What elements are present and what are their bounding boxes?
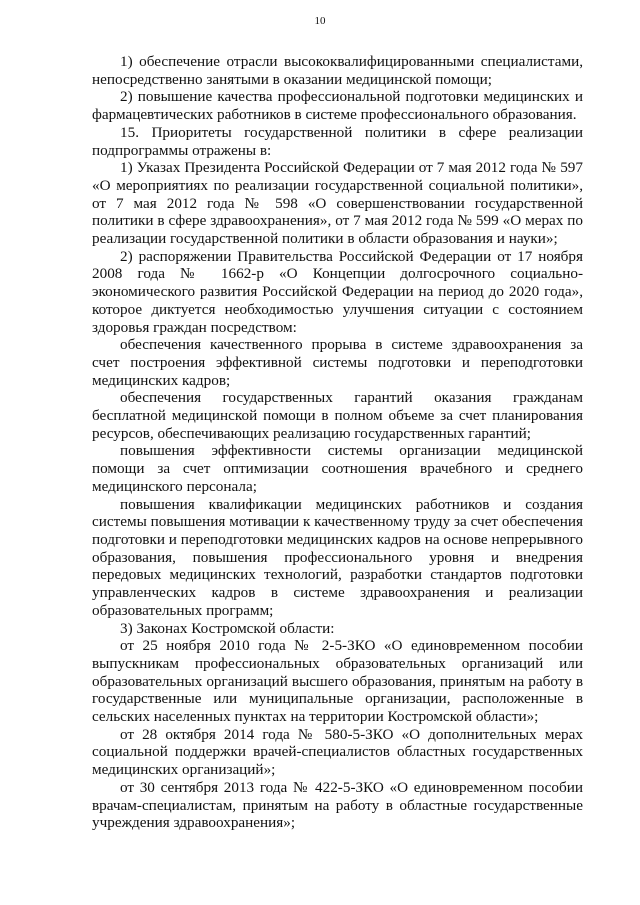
paragraph: 2) распоряжении Правительства Российской Федерации от 17 ноября 2008 года № 1662-р «О Концепции долгосрочного социально-экономического развития Российской Федерации на период до 2020 года», которое диктуется необходимостью улучшения ситуации с состоянием здоровья граждан посредством: — [92, 247, 583, 336]
paragraph: 15. Приоритеты государственной политики в сфере реализации подпрограммы отражены в: — [92, 123, 583, 159]
paragraph: обеспечения государственных гарантий оказания гражданам бесплатной медицинской помощи в полном объеме за счет планирования ресурсов, обеспечивающих реализацию государственных гарантий; — [92, 389, 583, 442]
paragraph: повышения квалификации медицинских работников и создания системы повышения мотивации к качественному труду за счет обеспечения подготовки и переподготовки медицинских кадров на основе непрерывного образования, повышения профессионального уровня и внедрения передовых медицинских технологий, разработки стандартов подготовки управленческих кадров в системе здравоохранения и реализации образовательных программ; — [92, 495, 583, 619]
paragraph: 1) обеспечение отрасли высококвалифицированными специалистами, непосредственно занятыми в оказании медицинской помощи; — [92, 53, 583, 88]
paragraph: от 28 октября 2014 года № 580-5-ЗКО «О дополнительных мерах социальной поддержки врачей-специалистов областных государственных медицинских организаций»; — [92, 725, 583, 779]
paragraph: 2) повышение качества профессиональной подготовки медицинских и фармацевтических работников в системе профессионального образования. — [92, 88, 583, 124]
paragraph: от 25 ноября 2010 года № 2-5-ЗКО «О единовременном пособии выпускникам профессиональных образовательных организаций или образовательных организаций высшего образования, принятым на работу в государственные или муниципальные организации, расположенные в сельских населенных пунктах на территории Костромской области»; — [92, 637, 583, 726]
document-body — [92, 53, 583, 832]
paragraph: обеспечения качественного прорыва в системе здравоохранения за счет построения эффективной системы подготовки и переподготовки медицинских кадров; — [92, 336, 583, 389]
paragraph: 1) Указах Президента Российской Федерации от 7 мая 2012 года № 597 «О мероприятиях по реализации государственной социальной политики», от 7 мая 2012 года № 598 «О совершенствовании государственной политики в сфере здравоохранения», от 7 мая 2012 года № 599 «О мерах по реализации государственной политики в области образования и науки»; — [92, 159, 583, 248]
paragraph: повышения эффективности системы организации медицинской помощи за счет оптимизации соотношения врачебного и среднего медицинского персонала; — [92, 442, 583, 495]
page-number: 10 — [314, 15, 326, 27]
paragraph: 3) Законах Костромской области: — [120, 619, 335, 637]
paragraph: от 30 сентября 2013 года № 422-5-ЗКО «О единовременном пособии врачам-специалистам, принятым на работу в областные государственные учреждения здравоохранения»; — [92, 778, 583, 832]
